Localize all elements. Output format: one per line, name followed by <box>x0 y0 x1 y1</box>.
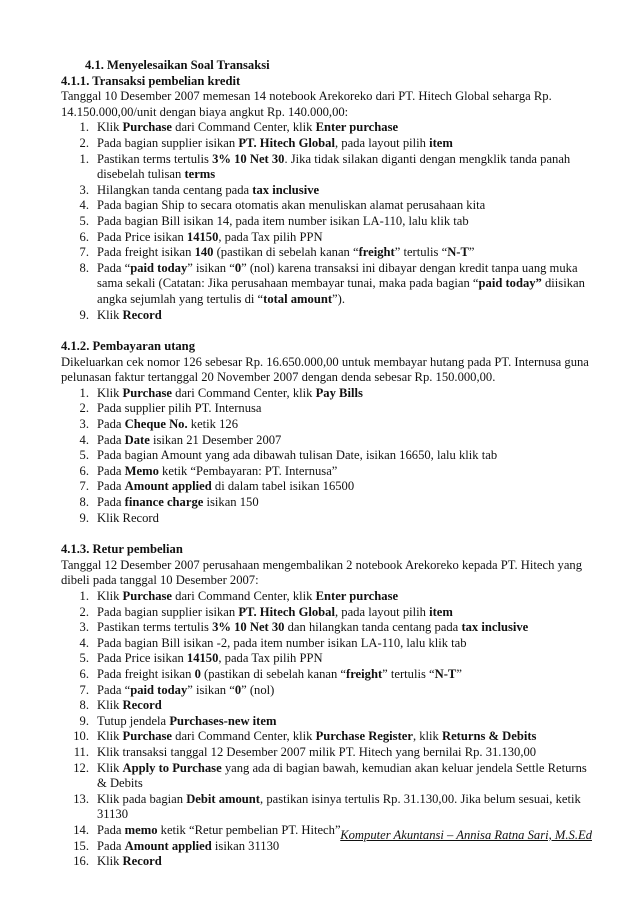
step-text: ” isikan “ <box>187 260 235 275</box>
step-text: isikan 150 <box>203 495 259 510</box>
step-emphasis: Debit amount <box>186 791 261 806</box>
step-text: Pada bagian Ship to secara otomatis akan menuliskan alamat perusahaan kita <box>97 198 486 213</box>
step-number: 5. <box>79 448 89 463</box>
step-number: 13. <box>73 791 89 806</box>
list-item <box>61 698 592 714</box>
step-number: 7. <box>79 479 89 494</box>
step-text: Pastikan terms tertulis <box>97 620 213 635</box>
step-emphasis: total amount <box>263 291 333 306</box>
step-emphasis: Record <box>122 307 162 322</box>
section-intro: Dikeluarkan cek nomor 126 sebesar Rp. 16.650.000,00 untuk membayar hutang pada PT. Internusa guna pelunasan faktur tertanggal 20 November 2007 dengan denda sebesar Rp. 150.000,00. <box>61 354 589 385</box>
step-text: Pada <box>97 822 125 837</box>
list-item <box>61 729 592 745</box>
step-number: 7. <box>79 245 89 260</box>
step-emphasis: Returns & Debits <box>442 729 537 744</box>
step-number: 1. <box>79 589 89 603</box>
list-item <box>61 198 592 214</box>
step-text: Klik <box>97 729 123 744</box>
step-text: di dalam tabel isikan 16500 <box>211 479 355 494</box>
step-emphasis: Memo <box>124 463 159 478</box>
list-item <box>61 511 592 527</box>
step-number: 3. <box>79 417 89 432</box>
step-text: Pada <box>97 495 125 510</box>
step-emphasis: memo <box>124 822 158 837</box>
step-number: 6. <box>79 229 89 244</box>
step-number: 9. <box>79 510 89 525</box>
step-number: 6. <box>79 463 89 478</box>
list-item <box>61 433 592 449</box>
list-item <box>61 230 592 246</box>
step-text: Tutup jendela <box>97 713 170 728</box>
step-text: Pada <box>97 417 125 432</box>
step-number: 1. <box>79 385 89 400</box>
step-text: Pada <box>97 432 125 447</box>
step-text: Klik <box>97 120 123 135</box>
section <box>61 542 592 869</box>
section-spacer <box>61 323 592 339</box>
step-text: , pada Tax pilih PPN <box>218 229 323 244</box>
step-emphasis: terms <box>184 167 216 182</box>
list-item <box>61 401 592 417</box>
section-intro: Tanggal 10 Desember 2007 memesan 14 notebook Arekoreko dari PT. Hitech Global seharga Rp. 14.150.000,00/unit dengan biaya angkut Rp. 140.000,00: <box>61 89 552 119</box>
step-number: 12. <box>73 760 89 775</box>
step-emphasis: Purchases-new item <box>169 713 277 728</box>
step-emphasis: freight <box>346 666 383 681</box>
step-text: Pada <box>97 838 125 853</box>
step-emphasis: N-T <box>447 245 469 260</box>
step-text: Pada bagian supplier isikan <box>97 135 239 150</box>
list-item <box>61 152 592 183</box>
step-emphasis: item <box>429 135 453 150</box>
step-text: dari Command Center, klik <box>172 385 316 400</box>
step-text: Klik <box>97 307 123 322</box>
step-emphasis: item <box>429 604 453 619</box>
step-text: ketik “Pembayaran: PT. Internusa” <box>158 463 338 478</box>
step-text: Klik transaksi tanggal 12 Desember 2007 milik PT. Hitech yang bernilai Rp. 31.130,00 <box>97 744 537 759</box>
step-text: Pada Price isikan <box>97 229 187 244</box>
step-number: 1. <box>79 120 89 135</box>
step-text: . Jika tidak silakan diganti dengan mengklik tanda panah disebelah tulisan <box>97 151 571 182</box>
step-emphasis: Pay Bills <box>315 385 363 400</box>
step-number: 7. <box>79 682 89 697</box>
sections-container <box>61 74 592 870</box>
list-item <box>61 792 592 823</box>
steps-list <box>61 386 592 526</box>
step-text: Pada freight isikan <box>97 245 195 260</box>
step-number: 4. <box>79 432 89 447</box>
section-title: 4.1.3. Retur pembelian <box>61 542 183 557</box>
step-emphasis: 140 <box>194 245 214 260</box>
list-item <box>61 761 592 792</box>
steps-list <box>61 120 592 323</box>
step-text: Pastikan terms tertulis <box>97 151 213 166</box>
list-item <box>61 261 592 308</box>
step-number: 6. <box>79 666 89 681</box>
list-item <box>61 136 592 152</box>
step-number: 9. <box>79 307 89 322</box>
list-item <box>61 479 592 495</box>
step-emphasis: freight <box>358 245 395 260</box>
step-text: ” isikan “ <box>187 682 235 697</box>
step-emphasis: Enter purchase <box>315 120 399 135</box>
step-text: ”). <box>332 291 345 306</box>
step-emphasis: Purchase <box>122 385 172 400</box>
step-text: ” tertulis “ <box>394 245 448 260</box>
step-text: ” (nol) karena transaksi ini dibayar dengan kredit tanpa uang muka sama sekali (Catatan: Jika perusahaan membayar tunai, maka pada bagian “ <box>97 260 578 291</box>
step-emphasis: N-T <box>434 666 457 681</box>
step-text: Pada bagian Bill isikan 14, pada item number isikan LA-110, lalu klik tab <box>97 213 469 228</box>
list-item <box>61 636 592 652</box>
list-item <box>61 589 592 605</box>
list-item <box>61 448 592 464</box>
step-text: dari Command Center, klik <box>172 589 316 603</box>
step-text: ” tertulis “ <box>382 666 435 681</box>
list-item <box>61 745 592 761</box>
step-text: Pada freight isikan <box>97 666 195 681</box>
step-text: Pada “ <box>97 682 131 697</box>
step-text: , pada Tax pilih PPN <box>218 651 323 666</box>
step-number: 15. <box>73 838 89 853</box>
step-emphasis: Record <box>122 854 162 869</box>
step-emphasis: 14150 <box>186 229 219 244</box>
step-number: 8. <box>79 495 89 510</box>
step-emphasis: Record <box>122 698 162 713</box>
step-text: Pada <box>97 463 125 478</box>
step-number: 8. <box>79 260 89 275</box>
step-text: yang ada di bagian bawah, kemudian akan keluar jendela Settle Returns & Debits <box>97 760 587 791</box>
step-emphasis: Purchase <box>122 729 172 744</box>
list-item <box>61 620 592 636</box>
step-emphasis: Cheque No. <box>124 417 188 432</box>
step-text: Pada bagian Bill isikan -2, pada item number isikan LA-110, lalu klik tab <box>97 635 467 650</box>
step-emphasis: tax inclusive <box>461 620 529 635</box>
step-text: , pada layout pilih <box>334 604 430 619</box>
step-emphasis: paid today <box>130 682 188 697</box>
step-emphasis: Amount applied <box>124 479 212 494</box>
list-item <box>61 605 592 621</box>
step-emphasis: Date <box>124 432 150 447</box>
step-number: 1. <box>79 151 89 166</box>
step-text: , pada layout pilih <box>334 135 430 150</box>
step-emphasis: Purchase <box>122 589 172 603</box>
step-number: 2. <box>79 401 89 416</box>
step-text: (pastikan di sebelah kanan “ <box>213 245 359 260</box>
step-text: Klik <box>97 698 123 713</box>
step-text: isikan 21 Desember 2007 <box>149 432 282 447</box>
step-text: Klik <box>97 385 123 400</box>
step-emphasis: Amount applied <box>124 838 212 853</box>
list-item <box>61 120 592 136</box>
list-item <box>61 308 592 324</box>
step-text: (pastikan di sebelah kanan “ <box>200 666 346 681</box>
step-number: 5. <box>79 651 89 666</box>
step-text: Klik <box>97 760 123 775</box>
step-emphasis: 0 <box>234 682 242 697</box>
list-item <box>61 667 592 683</box>
page-footer: Komputer Akuntansi – Annisa Ratna Sari, M.S.Ed <box>340 828 592 842</box>
list-item <box>61 386 592 402</box>
step-emphasis: 3% 10 Net 30 <box>212 620 285 635</box>
step-emphasis: PT. Hitech Global <box>238 604 335 619</box>
step-text: ketik “Retur pembelian PT. Hitech” <box>157 822 341 837</box>
step-number: 9. <box>79 713 89 728</box>
step-text: Klik pada bagian <box>97 791 187 806</box>
section <box>61 74 592 324</box>
step-text: Pada Price isikan <box>97 651 187 666</box>
step-text: dari Command Center, klik <box>172 120 316 135</box>
main-heading: 4.1. Menyelesaikan Soal Transaksi <box>85 58 270 72</box>
step-number: 2. <box>79 135 89 150</box>
step-text: ” <box>468 245 475 260</box>
step-text: Pada bagian Amount yang ada dibawah tulisan Date, isikan 16650, lalu klik tab <box>97 448 498 463</box>
step-text: diisikan angka sejumlah yang tertulis di “ <box>97 276 585 306</box>
list-item <box>61 495 592 511</box>
step-text: ketik 126 <box>187 417 238 432</box>
section-spacer <box>61 526 592 542</box>
step-number: 3. <box>79 182 89 197</box>
step-text: , klik <box>412 729 442 744</box>
section <box>61 339 592 526</box>
section-intro: Tanggal 12 Desember 2007 perusahaan mengembalikan 2 notebook Arekoreko kepada PT. Hitech yang dibeli pada tanggal 10 Desember 2007: <box>61 557 583 588</box>
step-text: dan hilangkan tanda centang pada <box>284 620 462 635</box>
list-item <box>61 183 592 199</box>
step-number: 8. <box>79 698 89 713</box>
step-text: , pastikan isinya tertulis Rp. 31.130,00. Jika belum sesuai, ketik 31130 <box>97 791 581 822</box>
step-text: Pada bagian supplier isikan <box>97 604 239 619</box>
step-text: Klik <box>97 854 123 869</box>
list-item <box>61 651 592 667</box>
step-text: Pada <box>97 479 125 494</box>
step-emphasis: finance charge <box>124 495 204 510</box>
step-number: 5. <box>79 213 89 228</box>
step-text: ” (nol) <box>241 682 275 697</box>
step-number: 4. <box>79 635 89 650</box>
list-item <box>61 683 592 699</box>
list-item <box>61 464 592 480</box>
step-emphasis: Purchase <box>122 120 172 135</box>
step-number: 16. <box>73 854 89 869</box>
step-emphasis: 14150 <box>186 651 219 666</box>
section-title: 4.1.2. Pembayaran utang <box>61 339 195 354</box>
step-emphasis: Apply to Purchase <box>122 760 222 775</box>
step-emphasis: tax inclusive <box>252 182 320 197</box>
step-text: Hilangkan tanda centang pada <box>97 182 253 197</box>
step-text: isikan 31130 <box>211 838 280 853</box>
step-text: ” <box>456 666 462 681</box>
section-title: 4.1.1. Transaksi pembelian kredit <box>61 73 241 88</box>
step-emphasis: paid today” <box>478 276 542 291</box>
step-text: Klik Record <box>97 510 159 525</box>
step-text: dari Command Center, klik <box>172 729 316 744</box>
step-text: Klik <box>97 589 123 603</box>
step-emphasis: Enter purchase <box>315 589 399 603</box>
step-number: 14. <box>73 822 89 837</box>
step-text: Pada “ <box>97 260 131 275</box>
step-emphasis: Purchase Register <box>315 729 413 744</box>
list-item <box>61 214 592 230</box>
step-emphasis: paid today <box>130 260 188 275</box>
step-emphasis: PT. Hitech Global <box>238 135 335 150</box>
step-number: 2. <box>79 604 89 619</box>
list-item <box>61 245 592 261</box>
step-number: 10. <box>73 729 89 744</box>
list-item <box>61 714 592 730</box>
step-emphasis: 3% 10 Net 30 <box>212 151 285 166</box>
list-item <box>61 417 592 433</box>
step-number: 3. <box>79 620 89 635</box>
step-number: 4. <box>79 198 89 213</box>
step-emphasis: 0 <box>234 260 242 275</box>
step-emphasis: 0 <box>194 666 201 681</box>
step-number: 11. <box>73 744 89 759</box>
list-item <box>61 854 592 870</box>
step-text: Pada supplier pilih PT. Internusa <box>97 401 262 416</box>
